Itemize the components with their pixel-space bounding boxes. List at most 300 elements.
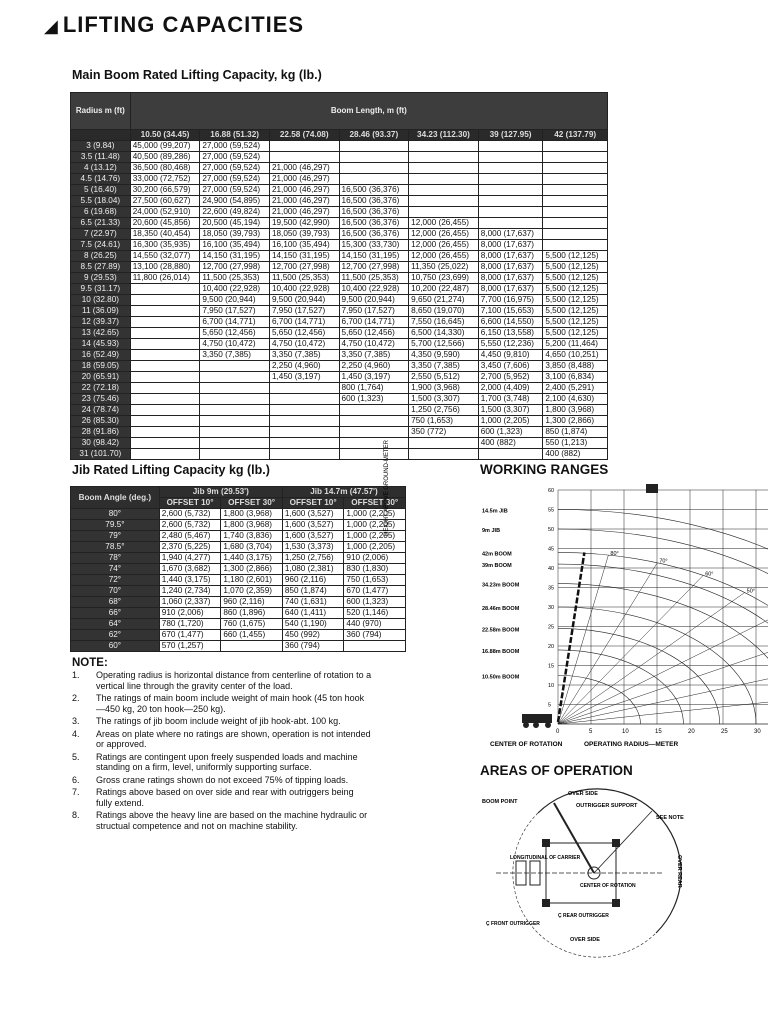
capacity-cell: 10,400 (22,928): [200, 284, 270, 295]
table-row: [71, 339, 608, 350]
capacity-cell: 21,000 (46,297): [269, 207, 339, 218]
wr-x-label-right: OPERATING RADIUS—METER: [584, 741, 679, 748]
capacity-cell: 16,500 (36,376): [339, 196, 409, 207]
capacity-cell: 27,000 (59,524): [200, 141, 270, 152]
capacity-cell: 16,500 (36,376): [339, 185, 409, 196]
table-row: [71, 295, 608, 306]
capacity-cell: 9,650 (21,274): [409, 295, 479, 306]
capacity-cell: 5,500 (12,125): [543, 317, 608, 328]
jib-capacity-cell: 450 (992): [282, 630, 344, 641]
capacity-cell: 11,500 (25,353): [269, 273, 339, 284]
main-table-radius-header: [71, 130, 131, 141]
capacity-cell: 19,500 (42,990): [269, 218, 339, 229]
capacity-cell: 12,000 (26,455): [409, 229, 479, 240]
capacity-cell: 16,100 (35,494): [200, 240, 270, 251]
jib-capacity-cell: 1,680 (3,704): [221, 542, 283, 553]
note-text: The ratings of jib boom include weight of jib hook-abt. 100 kg.: [96, 716, 341, 726]
angle-line: [558, 665, 768, 724]
capacity-cell: [478, 185, 543, 196]
capacity-cell: 21,000 (46,297): [269, 163, 339, 174]
capacity-cell: 24,900 (54,895): [200, 196, 270, 207]
table-row: [71, 509, 406, 520]
jib-capacity-cell: 960 (2,116): [221, 597, 283, 608]
jib-capacity-cell: 740 (1,631): [282, 597, 344, 608]
capacity-cell: 5,650 (12,456): [339, 328, 409, 339]
capacity-cell: [200, 361, 270, 372]
jib-capacity-cell: 1,060 (2,337): [159, 597, 221, 608]
jib-capacity-cell: 2,600 (5,732): [159, 509, 221, 520]
boom-label: 16.88m BOOM: [482, 648, 520, 655]
capacity-cell: [269, 405, 339, 416]
capacity-cell: 18,350 (40,454): [130, 229, 200, 240]
table-row: [71, 597, 406, 608]
capacity-cell: 4,750 (10,472): [339, 339, 409, 350]
radius-cell: 14 (45.93): [71, 339, 131, 350]
main-table-band-row: [71, 93, 608, 130]
note-number: 1.: [72, 670, 80, 680]
capacity-cell: 8,000 (17,637): [478, 262, 543, 273]
radius-cell: 12 (39.37): [71, 317, 131, 328]
jib-capacity-cell: [221, 641, 283, 652]
capacity-cell: 3,350 (7,385): [339, 350, 409, 361]
jib-capacity-cell: 600 (1,323): [344, 597, 406, 608]
note-item: [72, 670, 372, 691]
y-tick-label: 15: [548, 663, 555, 670]
table-row: [71, 152, 608, 163]
table-row: [71, 251, 608, 262]
y-tick-label: 10: [548, 683, 555, 689]
angle-line: [558, 555, 608, 724]
note-number: 6.: [72, 774, 80, 785]
range-arc: [558, 552, 768, 724]
main-table-corner: Radius m (ft): [71, 93, 131, 130]
jib-capacity-cell: 1,600 (3,527): [282, 531, 344, 542]
working-ranges-boom-lines: [558, 552, 768, 724]
table-row: [71, 218, 608, 229]
capacity-cell: 13,100 (28,880): [130, 262, 200, 273]
main-table-band-label: Boom Length, m (ft): [130, 93, 607, 130]
capacity-cell: 6,150 (13,558): [478, 328, 543, 339]
note-item: [72, 810, 372, 831]
capacity-cell: [200, 449, 270, 460]
capacity-cell: [409, 196, 479, 207]
jib-corner: Boom Angle (deg.): [71, 487, 160, 509]
x-tick-label: 10: [622, 729, 629, 735]
radius-cell: 6.5 (21.33): [71, 218, 131, 229]
notes-title: NOTE:: [72, 657, 108, 669]
capacity-cell: 12,700 (27,998): [269, 262, 339, 273]
boom-angle-cell: 62°: [71, 630, 160, 641]
capacity-cell: 21,000 (46,297): [269, 185, 339, 196]
capacity-cell: 5,650 (12,456): [269, 328, 339, 339]
boom-angle-cell: 72°: [71, 575, 160, 586]
radius-cell: 4 (13.12): [71, 163, 131, 174]
capacity-cell: 400 (882): [543, 449, 608, 460]
jib-capacity-cell: 960 (2,116): [282, 575, 344, 586]
capacity-cell: [200, 383, 270, 394]
ao-longitudinal: LONGITUDINAL OF CARRIER: [510, 855, 581, 861]
table-row: [71, 449, 608, 460]
y-tick-label: 45: [548, 546, 555, 553]
note-line: [594, 811, 652, 873]
capacity-cell: 3,350 (7,385): [200, 350, 270, 361]
capacity-cell: [269, 152, 339, 163]
table-row: [71, 163, 608, 174]
page-title-text: LIFTING CAPACITIES: [62, 12, 305, 37]
radius-cell: 22 (72.18): [71, 383, 131, 394]
capacity-cell: [478, 218, 543, 229]
jib-capacity-cell: 1,000 (2,205): [344, 542, 406, 553]
table-row: [71, 229, 608, 240]
capacity-cell: 1,300 (2,866): [543, 416, 608, 427]
jib-capacity-cell: 1,940 (4,277): [159, 553, 221, 564]
radius-cell: 28 (91.86): [71, 427, 131, 438]
ao-see-note: SEE NOTE: [656, 815, 684, 821]
radius-cell: 26 (85.30): [71, 416, 131, 427]
jib-capacity-cell: 360 (794): [344, 630, 406, 641]
ao-over-side-top: OVER SIDE: [568, 791, 598, 797]
capacity-cell: 3,350 (7,385): [269, 350, 339, 361]
boom-label: 10.50m BOOM: [482, 674, 520, 681]
jib-capacity-cell: 540 (1,190): [282, 619, 344, 630]
boom-angle-cell: 78.5°: [71, 542, 160, 553]
boom-label: 14.5m JIB: [482, 508, 508, 515]
angle-label: 60°: [705, 571, 714, 578]
capacity-cell: 12,700 (27,998): [339, 262, 409, 273]
ao-over-side-bottom: OVER SIDE: [570, 937, 600, 943]
capacity-cell: 24,000 (52,910): [130, 207, 200, 218]
capacity-cell: [130, 416, 200, 427]
capacity-cell: 4,350 (9,590): [409, 350, 479, 361]
main-table-column-header: 39 (127.95): [478, 130, 543, 141]
jib-column-header: OFFSET 10°: [282, 498, 344, 509]
table-row: [71, 240, 608, 251]
jib-capacity-cell: 570 (1,257): [159, 641, 221, 652]
boom-line: [554, 803, 594, 873]
capacity-cell: 6,500 (14,330): [409, 328, 479, 339]
capacity-cell: 550 (1,213): [543, 438, 608, 449]
jib-capacity-cell: 670 (1,477): [159, 630, 221, 641]
capacity-cell: [478, 207, 543, 218]
note-text: Gross crane ratings shown do not exceed 75% of tipping loads.: [96, 774, 349, 785]
boom-angle-cell: 74°: [71, 564, 160, 575]
capacity-cell: 5,500 (12,125): [543, 262, 608, 273]
capacity-cell: 5,500 (12,125): [543, 295, 608, 306]
capacity-cell: 36,500 (80,468): [130, 163, 200, 174]
radius-cell: 5.5 (18.04): [71, 196, 131, 207]
note-item: [72, 716, 372, 727]
capacity-cell: 4,450 (9,810): [478, 350, 543, 361]
capacity-cell: [339, 163, 409, 174]
capacity-cell: [339, 438, 409, 449]
radius-cell: 3 (9.84): [71, 141, 131, 152]
jib-capacity-cell: 1,600 (3,527): [282, 520, 344, 531]
table-row: [71, 361, 608, 372]
capacity-cell: [478, 152, 543, 163]
jib-capacity-cell: 640 (1,411): [282, 608, 344, 619]
capacity-cell: 800 (1,764): [339, 383, 409, 394]
capacity-cell: 10,400 (22,928): [269, 284, 339, 295]
y-tick-label: 60: [548, 488, 555, 494]
note-item: [72, 752, 372, 773]
radius-cell: 6 (19.68): [71, 207, 131, 218]
capacity-cell: 5,550 (12,236): [478, 339, 543, 350]
note-number: 7.: [72, 787, 80, 797]
capacity-cell: [409, 207, 479, 218]
radius-cell: 31 (101.70): [71, 449, 131, 460]
table-row: [71, 141, 608, 152]
note-number: 4.: [72, 728, 80, 739]
table-row: [71, 641, 406, 652]
capacity-cell: 850 (1,874): [543, 427, 608, 438]
ao-rear-outrigger: Ç REAR OUTRIGGER: [558, 913, 609, 919]
capacity-cell: 8,650 (19,070): [409, 306, 479, 317]
x-tick-label: 30: [754, 729, 761, 735]
capacity-cell: [269, 383, 339, 394]
range-arc: [558, 584, 768, 724]
ao-over-rear: OVER REAR: [676, 855, 682, 888]
capacity-cell: 1,000 (2,205): [478, 416, 543, 427]
table-row: [71, 427, 608, 438]
boom-label: 28.46m BOOM: [482, 606, 520, 612]
note-number: 2.: [72, 693, 80, 703]
capacity-cell: 5,500 (12,125): [543, 251, 608, 262]
radius-cell: 24 (78.74): [71, 405, 131, 416]
capacity-cell: [543, 163, 608, 174]
capacity-cell: [543, 152, 608, 163]
capacity-cell: 18,050 (39,793): [200, 229, 270, 240]
capacity-cell: [130, 361, 200, 372]
capacity-cell: [130, 328, 200, 339]
capacity-cell: [130, 383, 200, 394]
radius-cell: 3.5 (11.48): [71, 152, 131, 163]
capacity-cell: [200, 405, 270, 416]
capacity-cell: [130, 449, 200, 460]
capacity-cell: 14,150 (31,195): [200, 251, 270, 262]
capacity-cell: 8,000 (17,637): [478, 273, 543, 284]
capacity-cell: 5,500 (12,125): [543, 306, 608, 317]
boom-angle-cell: 79.5°: [71, 520, 160, 531]
table-row: [71, 306, 608, 317]
capacity-cell: 3,450 (7,606): [478, 361, 543, 372]
table-row: [71, 438, 608, 449]
x-tick-label: 25: [721, 729, 728, 735]
main-table-column-header: 42 (137.79): [543, 130, 608, 141]
boom-angle-cell: 60°: [71, 641, 160, 652]
capacity-cell: [130, 295, 200, 306]
y-tick-label: 25: [548, 624, 555, 631]
jib-capacity-cell: 1,600 (3,527): [282, 509, 344, 520]
capacity-cell: 1,450 (3,197): [269, 372, 339, 383]
note-item: [72, 787, 372, 808]
capacity-cell: 40,500 (89,286): [130, 152, 200, 163]
arrow-mark-icon: ◢: [44, 16, 59, 36]
capacity-cell: 5,700 (12,566): [409, 339, 479, 350]
y-tick-label: 40: [548, 566, 555, 572]
capacity-cell: [269, 416, 339, 427]
capacity-cell: [409, 152, 479, 163]
capacity-cell: [409, 185, 479, 196]
capacity-cell: 16,100 (35,494): [269, 240, 339, 251]
wr-x-label-left: CENTER OF ROTATION: [490, 741, 563, 748]
boom-angle-cell: 70°: [71, 586, 160, 597]
capacity-cell: 600 (1,323): [478, 427, 543, 438]
capacity-cell: [543, 196, 608, 207]
jib-capacity-cell: 1,530 (3,373): [282, 542, 344, 553]
capacity-cell: [130, 372, 200, 383]
jib-table: [70, 486, 406, 652]
capacity-cell: [409, 438, 479, 449]
ao-boom-point: BOOM POINT: [482, 799, 518, 805]
capacity-cell: 1,450 (3,197): [339, 372, 409, 383]
capacity-cell: [130, 405, 200, 416]
boom-label: 34.23m BOOM: [482, 582, 520, 589]
y-tick-label: 20: [548, 644, 555, 650]
capacity-cell: [130, 350, 200, 361]
angle-line: [558, 575, 703, 724]
table-row: [71, 416, 608, 427]
capacity-cell: [339, 405, 409, 416]
capacity-cell: 7,950 (17,527): [269, 306, 339, 317]
capacity-cell: [478, 163, 543, 174]
capacity-cell: [200, 372, 270, 383]
capacity-cell: 27,000 (59,524): [200, 152, 270, 163]
capacity-cell: 11,800 (26,014): [130, 273, 200, 284]
capacity-cell: [200, 416, 270, 427]
wr-y-axis-label: HEIGHT ABOVE GROUND-METER: [384, 440, 390, 536]
main-table-column-header: 28.46 (93.37): [339, 130, 409, 141]
capacity-cell: 4,750 (10,472): [269, 339, 339, 350]
jib-capacity-cell: 440 (970): [344, 619, 406, 630]
jib-capacity-cell: 1,740 (3,836): [221, 531, 283, 542]
table-row: [71, 372, 608, 383]
radius-cell: 30 (98.42): [71, 438, 131, 449]
capacity-cell: [543, 240, 608, 251]
working-ranges-labels: [482, 488, 768, 735]
capacity-cell: 600 (1,323): [339, 394, 409, 405]
capacity-cell: [130, 394, 200, 405]
note-text: Ratings above the heavy line are based on the machine hydraulic or structual competence and not on machine stability.: [96, 810, 368, 831]
boom-label: 39m BOOM: [482, 563, 512, 570]
table-row: [71, 553, 406, 564]
capacity-cell: 33,000 (72,752): [130, 174, 200, 185]
jib-capacity-cell: 750 (1,653): [344, 575, 406, 586]
capacity-cell: 1,800 (3,968): [543, 405, 608, 416]
capacity-cell: 1,500 (3,307): [478, 405, 543, 416]
radius-cell: 13 (42.65): [71, 328, 131, 339]
note-text: Operating radius is horizontal distance from centerline of rotation to a vertical line through the gravity center of the load.: [96, 670, 372, 691]
capacity-cell: 8,000 (17,637): [478, 284, 543, 295]
areas-of-operation-diagram: [476, 783, 716, 953]
capacity-cell: [409, 163, 479, 174]
ao-outrigger-support: OUTRIGGER SUPPORT: [576, 803, 638, 809]
radius-cell: 11 (36.09): [71, 306, 131, 317]
capacity-cell: [130, 427, 200, 438]
table-row: [71, 350, 608, 361]
capacity-cell: 1,500 (3,307): [409, 394, 479, 405]
capacity-cell: 10,400 (22,928): [339, 284, 409, 295]
capacity-cell: [130, 438, 200, 449]
capacity-cell: 14,150 (31,195): [269, 251, 339, 262]
angle-line: [558, 694, 768, 724]
jib-capacity-cell: 780 (1,720): [159, 619, 221, 630]
capacity-cell: 9,500 (20,944): [200, 295, 270, 306]
capacity-cell: 3,850 (8,488): [543, 361, 608, 372]
jib-capacity-cell: 760 (1,675): [221, 619, 283, 630]
jib-capacity-cell: [344, 641, 406, 652]
capacity-cell: [478, 174, 543, 185]
jib-capacity-cell: 1,070 (2,359): [221, 586, 283, 597]
capacity-cell: 2,700 (5,952): [478, 372, 543, 383]
capacity-cell: [200, 438, 270, 449]
capacity-cell: [543, 218, 608, 229]
jib-capacity-cell: 910 (2,006): [159, 608, 221, 619]
capacity-cell: 6,700 (14,771): [339, 317, 409, 328]
capacity-cell: 2,550 (5,512): [409, 372, 479, 383]
y-tick-label: 50: [548, 527, 555, 533]
capacity-cell: [269, 427, 339, 438]
jib-capacity-cell: 2,480 (5,467): [159, 531, 221, 542]
jib-column-header: OFFSET 30°: [344, 498, 406, 509]
capacity-cell: [200, 394, 270, 405]
boom-angle-cell: 68°: [71, 597, 160, 608]
jib-capacity-cell: 830 (1,830): [344, 564, 406, 575]
capacity-cell: 27,000 (59,524): [200, 163, 270, 174]
capacity-cell: 9,500 (20,944): [339, 295, 409, 306]
main-boom-table: [70, 92, 608, 460]
capacity-cell: 8,000 (17,637): [478, 251, 543, 262]
capacity-cell: 27,000 (59,524): [200, 174, 270, 185]
jib-capacity-cell: 860 (1,896): [221, 608, 283, 619]
table-row: [71, 405, 608, 416]
main-boom-line: [558, 552, 584, 722]
capacity-cell: 3,100 (6,834): [543, 372, 608, 383]
x-tick-label: 0: [556, 729, 560, 735]
boom-angle-cell: 80°: [71, 509, 160, 520]
capacity-cell: 6,700 (14,771): [200, 317, 270, 328]
capacity-cell: 2,400 (5,291): [543, 383, 608, 394]
jib-capacity-cell: 910 (2,006): [344, 553, 406, 564]
capacity-cell: [269, 449, 339, 460]
jib-table-title: Jib Rated Lifting Capacity kg (lb.): [72, 463, 270, 477]
table-row: [71, 196, 608, 207]
table-row: [71, 394, 608, 405]
capacity-cell: 16,300 (35,935): [130, 240, 200, 251]
jib-capacity-cell: 1,000 (2,205): [344, 531, 406, 542]
capacity-cell: 21,000 (46,297): [269, 174, 339, 185]
angle-label: 70°: [659, 558, 668, 565]
capacity-cell: [409, 449, 479, 460]
radius-cell: 5 (16.40): [71, 185, 131, 196]
capacity-cell: 8,000 (17,637): [478, 240, 543, 251]
radius-cell: 9 (29.53): [71, 273, 131, 284]
main-table-title: Main Boom Rated Lifting Capacity, kg (lb.): [72, 68, 322, 82]
radius-cell: 4.5 (14.76): [71, 174, 131, 185]
capacity-cell: 2,000 (4,409): [478, 383, 543, 394]
jib-group-row: [71, 487, 406, 498]
table-row: [71, 630, 406, 641]
capacity-cell: [543, 174, 608, 185]
capacity-cell: [269, 141, 339, 152]
jib-capacity-cell: 1,800 (3,968): [221, 509, 283, 520]
boom-label: 9m JIB: [482, 528, 501, 534]
capacity-cell: [200, 427, 270, 438]
capacity-cell: 12,000 (26,455): [409, 218, 479, 229]
range-arc: [558, 564, 768, 724]
capacity-cell: 5,500 (12,125): [543, 284, 608, 295]
jib-capacity-cell: 1,000 (2,205): [344, 509, 406, 520]
capacity-cell: 14,150 (31,195): [339, 251, 409, 262]
